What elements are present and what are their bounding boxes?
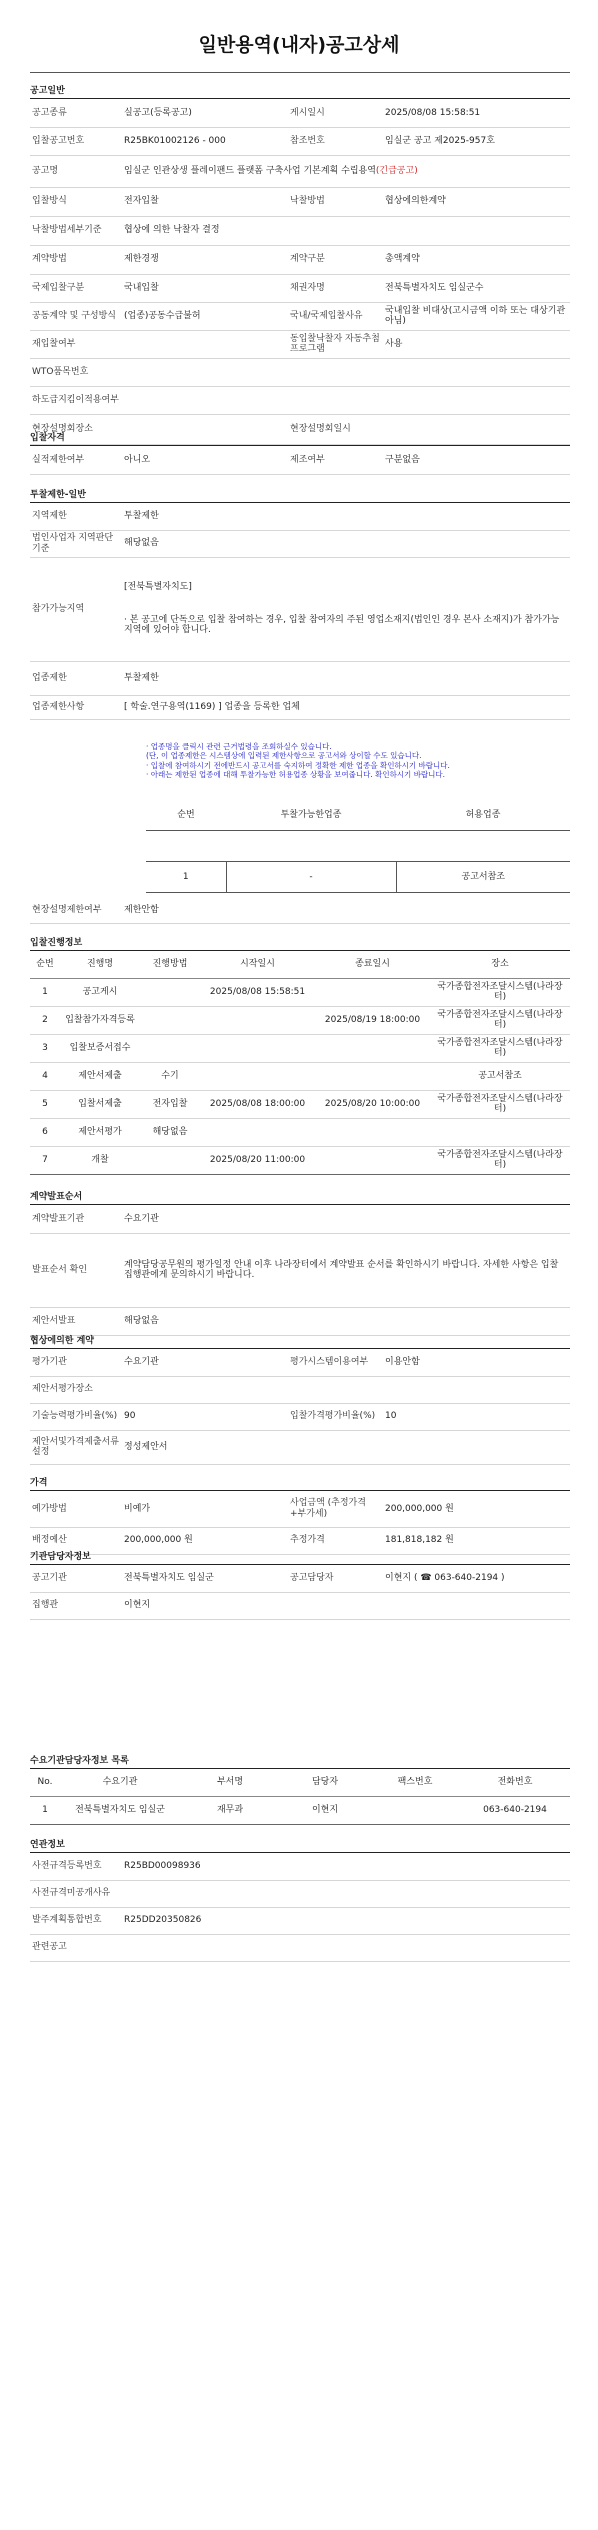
qualification-value-2: 구분없음	[383, 446, 570, 474]
overview-row	[30, 274, 570, 302]
overview-label-2: 동입찰낙찰자 자동추첨 프로그램	[288, 330, 383, 358]
overview-label: 입찰공고번호	[30, 127, 122, 155]
overview-value-2: 협상에의한계약	[383, 187, 570, 216]
notice-line: · 아래는 제한된 업종에 대해 투찰가능한 허용업종 상황을 보여줍니다. 확인하시기 바랍니다.	[146, 770, 446, 780]
demand-contact-section	[30, 1753, 570, 1825]
overview-value-2: 총액계약	[383, 245, 570, 274]
page-title: 일반용역(내자)공고상세	[198, 34, 400, 56]
progress-cell: 입찰참가자격등록	[60, 1006, 140, 1034]
price-value: 200,000,000 원	[122, 1527, 288, 1554]
announce-order-value: 수요기관	[122, 1205, 570, 1233]
overview-label: 하도급지킴이적용여부	[30, 386, 122, 414]
linked-value: R25DD20350826	[122, 1907, 570, 1934]
demand-contact-header-cell: No.	[30, 1769, 60, 1796]
overview-table	[30, 99, 570, 445]
progress-row	[30, 1118, 570, 1146]
negotiation-value: 정성제안서	[122, 1430, 570, 1464]
announce-order-row	[30, 1307, 570, 1335]
announce-order-label: 계약발표기관	[30, 1205, 122, 1233]
overview-label-2: 게시일시	[288, 99, 383, 127]
progress-cell: 입찰서제출	[60, 1090, 140, 1118]
overview-row	[30, 386, 570, 414]
negotiation-value: 90	[122, 1403, 288, 1430]
qualification-value: 아니오	[122, 446, 288, 474]
negotiation-label: 평가기관	[30, 1349, 122, 1376]
progress-cell	[140, 1034, 200, 1062]
overview-label-2: 채권자명	[288, 274, 383, 302]
negotiation-value-2: 이용안함	[383, 1349, 570, 1376]
overview-label-2: 낙찰방법	[288, 187, 383, 216]
progress-cell: 제안서제출	[60, 1062, 140, 1090]
overview-value-2: 2025/08/08 15:58:51	[383, 99, 570, 127]
overview-row	[30, 245, 570, 274]
overview-label-2: 현장설명회일시	[288, 414, 383, 444]
section-title-linked: 연관정보	[30, 1837, 570, 1853]
progress-cell: 1	[30, 978, 60, 1006]
linked-value	[122, 1934, 570, 1961]
demand-contact-header-cell: 전화번호	[460, 1769, 570, 1796]
corp-region-value: 해당없음	[122, 530, 570, 557]
negotiation-value-2: 10	[383, 1403, 570, 1430]
demand-contact-header-cell: 부서명	[180, 1769, 280, 1796]
section-title-restriction: 투찰제한-일반	[30, 487, 570, 503]
price-value-2: 200,000,000 원	[383, 1491, 570, 1527]
progress-section	[30, 935, 570, 1175]
industry-label: 업종제한	[30, 661, 122, 695]
price-value-2: 181,818,182 원	[383, 1527, 570, 1554]
negotiation-row	[30, 1376, 570, 1403]
linked-table	[30, 1853, 570, 1962]
price-row	[30, 1491, 570, 1527]
price-table	[30, 1491, 570, 1555]
allowed-industry-table	[146, 800, 570, 893]
allowed-region-cell	[122, 557, 570, 661]
allowed-industry-cell: 공고서참조	[396, 862, 570, 893]
urgent-badge: (긴급공고)	[375, 165, 418, 176]
qualification-section	[30, 430, 570, 475]
announce-order-label: 제안서발표	[30, 1307, 122, 1335]
progress-cell: 국가종합전자조달시스템(나라장터)	[430, 1034, 570, 1062]
agency-contact-label: 공고기관	[30, 1565, 122, 1592]
industry-items-value[interactable]: [ 학술.연구용역(1169) ] 업종을 등록한 업체	[122, 695, 570, 719]
notice-line: (단, 이 업종제한은 시스템상에 입력된 제한사항으로 공고서와 상이할 수도 있습니다.	[146, 751, 422, 761]
negotiation-row	[30, 1349, 570, 1376]
site-restriction-table	[30, 897, 570, 924]
progress-cell: 국가종합전자조달시스템(나라장터)	[430, 978, 570, 1006]
demand-contact-cell: 전북특별자치도 임실군	[60, 1796, 180, 1824]
overview-value	[122, 330, 288, 358]
title-divider	[30, 72, 570, 73]
progress-header-cell: 진행방법	[140, 951, 200, 978]
progress-cell: 국가종합전자조달시스템(나라장터)	[430, 1006, 570, 1034]
linked-label: 발주계획통합번호	[30, 1907, 122, 1934]
agency-contact-row	[30, 1565, 570, 1592]
overview-value	[122, 386, 570, 414]
progress-cell	[140, 978, 200, 1006]
demand-contact-header-cell: 담당자	[280, 1769, 370, 1796]
announce-order-label: 발표순서 확인	[30, 1233, 122, 1307]
overview-row	[30, 358, 570, 386]
negotiation-section	[30, 1333, 570, 1465]
progress-row	[30, 1006, 570, 1034]
allowed-region-note: · 본 공고에 단독으로 입찰 참여하는 경우, 입찰 참여자의 주된 영업소재지(법인인 경우 본사 소재지)가 참가가능지역에 있어야 합니다.	[124, 614, 560, 636]
progress-cell: 3	[30, 1034, 60, 1062]
overview-row	[30, 155, 570, 187]
notice-line: · 입찰에 참여하시기 전에반드시 공고서를 숙지하여 정확한 제한 업종을 확인하시기 바랍니다.	[146, 760, 450, 770]
progress-header-cell: 시작일시	[200, 951, 315, 978]
progress-cell	[315, 1146, 430, 1174]
corp-region-label: 법인사업자 지역판단기준	[30, 530, 122, 557]
progress-row	[30, 1062, 570, 1090]
price-label: 배정예산	[30, 1527, 122, 1554]
linked-section	[30, 1837, 570, 1962]
progress-cell: 제안서평가	[60, 1118, 140, 1146]
progress-cell: 개찰	[60, 1146, 140, 1174]
overview-value-2: 국내입찰 비대상(고시금액 이하 또는 대상기관아님)	[383, 302, 570, 330]
progress-cell: 공고게시	[60, 978, 140, 1006]
negotiation-row	[30, 1430, 570, 1464]
qualification-row	[30, 446, 570, 474]
linked-row	[30, 1907, 570, 1934]
section-title-announce-order: 계약발표순서	[30, 1189, 570, 1205]
progress-cell	[315, 1118, 430, 1146]
overview-row	[30, 99, 570, 127]
progress-table	[30, 951, 570, 1175]
price-value: 비예가	[122, 1491, 288, 1527]
progress-cell: 6	[30, 1118, 60, 1146]
allowed-region-value: [전북특별자치도]	[124, 582, 192, 593]
progress-cell: 전자입찰	[140, 1090, 200, 1118]
progress-cell	[140, 1006, 200, 1034]
overview-value: 전자입찰	[122, 187, 288, 216]
negotiation-label: 제안서및가격제출서류설정	[30, 1430, 122, 1464]
section-title-overview: 공고일반	[30, 83, 570, 99]
progress-cell	[140, 1146, 200, 1174]
negotiation-value: 수요기관	[122, 1349, 288, 1376]
negotiation-row	[30, 1403, 570, 1430]
qualification-table	[30, 446, 570, 475]
section-title-qualification: 입찰자격	[30, 430, 570, 446]
progress-cell: 국가종합전자조달시스템(나라장터)	[430, 1090, 570, 1118]
linked-row	[30, 1880, 570, 1907]
overview-value: 국내입찰	[122, 274, 288, 302]
demand-contact-cell: 1	[30, 1796, 60, 1824]
progress-row	[30, 1146, 570, 1174]
progress-cell: 해당없음	[140, 1118, 200, 1146]
restriction-table	[30, 503, 570, 720]
progress-row	[30, 1034, 570, 1062]
section-title-demand-contact: 수요기관담당자정보 목록	[30, 1753, 570, 1769]
overview-value: 협상에 의한 낙찰자 결정	[122, 216, 570, 245]
progress-cell	[315, 1062, 430, 1090]
progress-cell: 국가종합전자조달시스템(나라장터)	[430, 1146, 570, 1174]
demand-contact-header-cell: 팩스번호	[370, 1769, 460, 1796]
price-label-2: 추정가격	[288, 1527, 383, 1554]
progress-cell: 공고서참조	[430, 1062, 570, 1090]
demand-contact-table	[30, 1769, 570, 1825]
announce-order-row	[30, 1233, 570, 1307]
progress-cell	[200, 1062, 315, 1090]
allowed-industry-section	[146, 800, 570, 893]
agency-contact-table	[30, 1565, 570, 1620]
linked-label: 사전규격등록번호	[30, 1853, 122, 1880]
negotiation-label: 제안서평가장소	[30, 1376, 122, 1403]
region-label: 지역제한	[30, 503, 122, 530]
overview-row	[30, 187, 570, 216]
demand-contact-header	[30, 1769, 570, 1796]
progress-cell	[315, 1034, 430, 1062]
agency-contact-value: 이현지	[122, 1592, 570, 1619]
overview-label: 재입찰여부	[30, 330, 122, 358]
overview-label-2: 참조번호	[288, 127, 383, 155]
progress-cell	[430, 1118, 570, 1146]
linked-label: 관련공고	[30, 1934, 122, 1961]
overview-row	[30, 127, 570, 155]
price-label: 예가방법	[30, 1491, 122, 1527]
section-title-agency-contact: 기관담당자정보	[30, 1549, 570, 1565]
industry-items-label: 업종제한사항	[30, 695, 122, 719]
overview-row	[30, 302, 570, 330]
progress-cell: 2025/08/20 10:00:00	[315, 1090, 430, 1118]
site-restriction-label: 현장설명제한여부	[30, 897, 122, 923]
overview-label: WTO품목번호	[30, 358, 122, 386]
allowed-industry-cell: 1	[146, 862, 226, 893]
progress-cell: 2025/08/08 15:58:51	[200, 978, 315, 1006]
demand-contact-header-cell: 수요기관	[60, 1769, 180, 1796]
allowed-industry-header-cell: 투찰가능한업종	[226, 800, 396, 831]
qualification-label: 실적제한여부	[30, 446, 122, 474]
progress-cell: 2025/08/19 18:00:00	[315, 1006, 430, 1034]
industry-notice	[146, 742, 566, 780]
section-title-negotiation: 협상에의한 계약	[30, 1333, 570, 1349]
progress-cell: 입찰보증서접수	[60, 1034, 140, 1062]
linked-value: R25BD00098936	[122, 1853, 570, 1880]
price-label-2: 사업금액 (추정가격+부가세)	[288, 1491, 383, 1527]
progress-cell: 2025/08/08 18:00:00	[200, 1090, 315, 1118]
progress-cell: 2025/08/20 11:00:00	[200, 1146, 315, 1174]
allowed-industry-row	[146, 862, 570, 893]
announce-order-value: 계약담당공무원의 평가일정 안내 이후 나라장터에서 계약발표 순서를 확인하시기 바랍니다. 자세한 사항은 입찰 집행관에게 문의하시기 바랍니다.	[122, 1233, 570, 1307]
progress-cell	[200, 1006, 315, 1034]
announce-order-table	[30, 1205, 570, 1336]
agency-contact-row	[30, 1592, 570, 1619]
overview-label-2: 계약구분	[288, 245, 383, 274]
progress-cell: 5	[30, 1090, 60, 1118]
overview-section	[30, 83, 570, 445]
demand-contact-cell	[370, 1796, 460, 1824]
site-restriction-value: 제한안함	[122, 897, 570, 923]
agency-contact-label: 집행관	[30, 1592, 122, 1619]
industry-value: 투찰제한	[122, 661, 570, 695]
overview-label: 국제입찰구분	[30, 274, 122, 302]
demand-contact-cell: 063-640-2194	[460, 1796, 570, 1824]
progress-cell	[200, 1118, 315, 1146]
overview-value-2: 사용	[383, 330, 570, 358]
progress-cell: 수기	[140, 1062, 200, 1090]
progress-header	[30, 951, 570, 978]
region-value: 투찰제한	[122, 503, 570, 530]
overview-value-text: 임실군 인관상생 플레이팬드 플랫폼 구축사업 기본계획 수립용역	[124, 165, 376, 176]
demand-contact-row	[30, 1796, 570, 1824]
allowed-industry-header-cell: 허용업종	[396, 800, 570, 831]
overview-value: (업종)공동수급불허	[122, 302, 288, 330]
progress-row	[30, 1090, 570, 1118]
linked-label: 사전규격미공개사유	[30, 1880, 122, 1907]
announce-order-row	[30, 1205, 570, 1233]
overview-row	[30, 330, 570, 358]
progress-cell: 2	[30, 1006, 60, 1034]
demand-contact-cell: 재무과	[180, 1796, 280, 1824]
overview-value	[122, 358, 570, 386]
progress-header-cell: 진행명	[60, 951, 140, 978]
overview-label: 현장설명회장소	[30, 414, 122, 444]
agency-contact-value: 전북특별자치도 임실군	[122, 1565, 288, 1592]
demand-contact-cell: 이현지	[280, 1796, 370, 1824]
progress-header-cell: 종료일시	[315, 951, 430, 978]
overview-value-2: 전북특별자치도 임실군수	[383, 274, 570, 302]
overview-label: 공고종류	[30, 99, 122, 127]
overview-label: 계약방법	[30, 245, 122, 274]
overview-value: 제한경쟁	[122, 245, 288, 274]
notice-line: · 업종명을 클릭시 관련 근거법령을 조회하실수 있습니다.	[146, 742, 332, 751]
negotiation-label-2: 입찰가격평가비율(%)	[288, 1403, 383, 1430]
allowed-industry-cell: -	[226, 862, 396, 893]
agency-contact-label-2: 공고담당자	[288, 1565, 383, 1592]
linked-value	[122, 1880, 570, 1907]
progress-header-cell: 순번	[30, 951, 60, 978]
overview-value	[122, 155, 570, 187]
allowed-industry-spacer	[146, 831, 570, 862]
negotiation-label-2: 평가시스템이용여부	[288, 1349, 383, 1376]
progress-row	[30, 978, 570, 1006]
section-title-progress: 입찰진행정보	[30, 935, 570, 951]
section-title-price: 가격	[30, 1475, 570, 1491]
overview-value-2: 임실군 공고 제2025-957호	[383, 127, 570, 155]
overview-label: 공동계약 및 구성방식	[30, 302, 122, 330]
agency-contact-section	[30, 1549, 570, 1620]
announce-order-section	[30, 1189, 570, 1336]
negotiation-value	[122, 1376, 570, 1403]
overview-label: 공고명	[30, 155, 122, 187]
allowed-industry-header	[146, 800, 570, 831]
progress-cell	[200, 1034, 315, 1062]
restriction-section	[30, 487, 570, 720]
progress-cell: 7	[30, 1146, 60, 1174]
overview-value: 실공고(등록공고)	[122, 99, 288, 127]
progress-cell	[315, 978, 430, 1006]
announce-order-value: 해당없음	[122, 1307, 570, 1335]
linked-row	[30, 1934, 570, 1961]
agency-contact-value-2: 이현지 ( ☎ 063-640-2194 )	[383, 1565, 570, 1592]
overview-label: 입찰방식	[30, 187, 122, 216]
negotiation-table	[30, 1349, 570, 1465]
price-section	[30, 1475, 570, 1555]
overview-row	[30, 216, 570, 245]
allowed-industry-header-cell: 순번	[146, 800, 226, 831]
overview-label: 낙찰방법세부기준	[30, 216, 122, 245]
qualification-label-2: 제조여부	[288, 446, 383, 474]
allowed-region-label: 참가가능지역	[30, 557, 122, 661]
progress-header-cell: 장소	[430, 951, 570, 978]
negotiation-label: 기술능력평가비율(%)	[30, 1403, 122, 1430]
progress-cell: 4	[30, 1062, 60, 1090]
site-restriction-row	[30, 897, 570, 924]
linked-row	[30, 1853, 570, 1880]
overview-value: R25BK01002126 - 000	[122, 127, 288, 155]
overview-label-2: 국내/국제입찰사유	[288, 302, 383, 330]
